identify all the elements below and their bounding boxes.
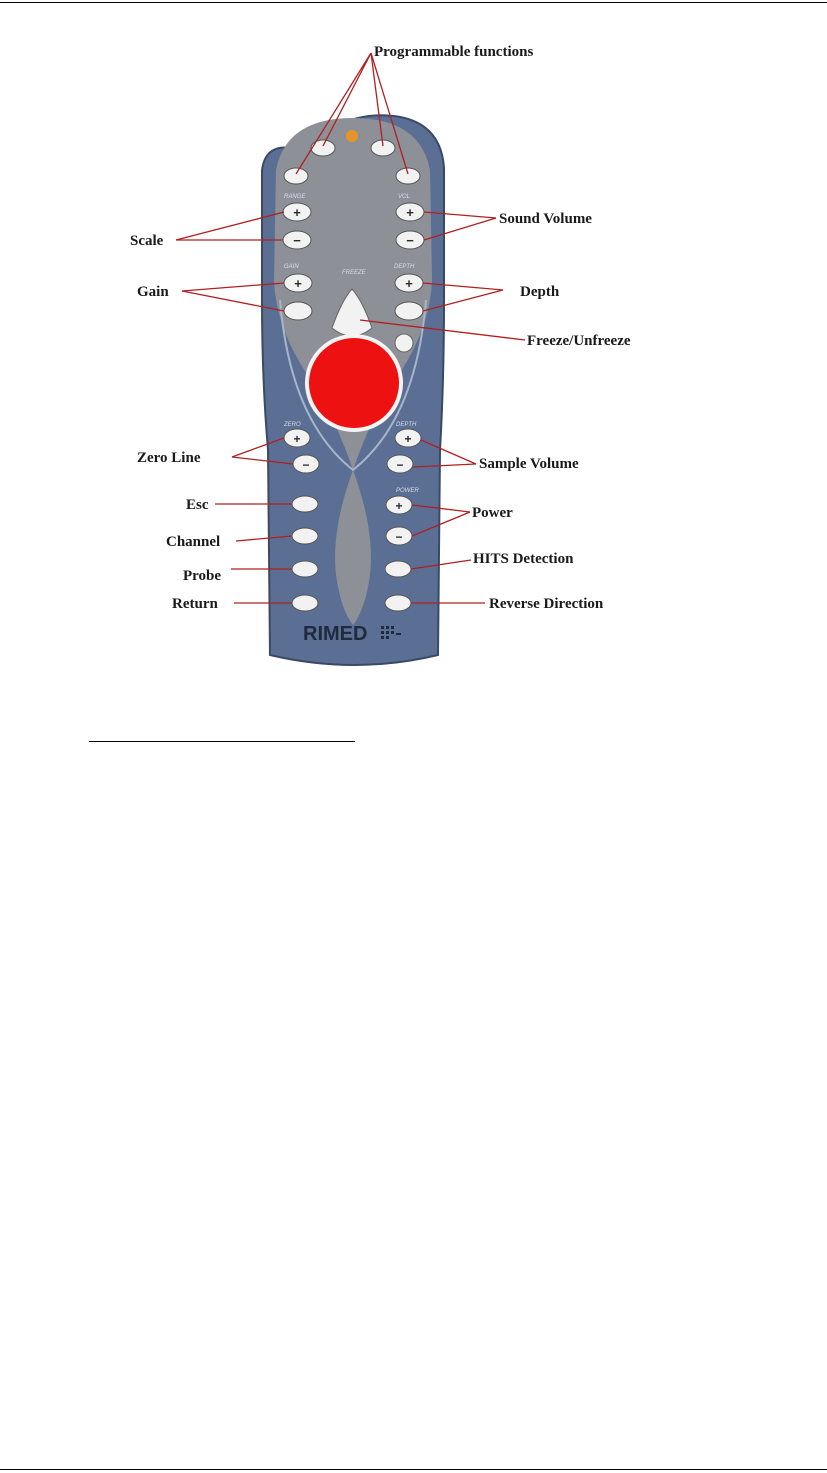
sample-volume-plus-symbol: + — [404, 432, 412, 446]
return-button[interactable] — [292, 595, 318, 611]
aux-round-button[interactable] — [395, 334, 413, 352]
label-power: Power — [472, 505, 513, 521]
sample-volume-minus-symbol: − — [396, 458, 404, 472]
zero-line-plus-symbol: + — [293, 432, 301, 446]
label-freeze-unfreeze: Freeze/Unfreeze — [527, 333, 631, 349]
svg-text:ZERO: ZERO — [284, 422, 301, 428]
channel-button[interactable] — [292, 528, 318, 544]
volume-plus-symbol: + — [406, 205, 414, 220]
brand-logo: RIMED — [303, 623, 368, 645]
power-plus-symbol: + — [395, 499, 403, 513]
label-return: Return — [172, 596, 218, 612]
label-hits-detection: HITS Detection — [473, 551, 574, 567]
label-sound-volume: Sound Volume — [499, 211, 592, 227]
zero-line-minus-symbol: − — [302, 458, 310, 472]
depth-plus-symbol: + — [405, 276, 413, 291]
svg-text:GAIN: GAIN — [284, 264, 299, 270]
power-minus-symbol: − — [395, 530, 403, 544]
trackball[interactable] — [309, 338, 399, 428]
f1-button[interactable] — [311, 140, 335, 156]
probe-button[interactable] — [292, 561, 318, 577]
label-scale: Scale — [130, 233, 164, 249]
indicator-light — [346, 130, 358, 142]
gain-minus-button[interactable] — [284, 302, 312, 320]
label-channel: Channel — [166, 534, 221, 550]
label-gain: Gain — [137, 284, 169, 300]
gain-plus-symbol: + — [294, 276, 302, 291]
label-reverse-direction: Reverse Direction — [489, 596, 604, 612]
label-zero-line: Zero Line — [137, 450, 201, 466]
f3-button[interactable] — [284, 168, 308, 184]
svg-text:RANGE: RANGE — [284, 194, 306, 200]
svg-text:DEPTH: DEPTH — [394, 264, 415, 270]
reverse-button[interactable] — [385, 595, 411, 611]
label-depth: Depth — [520, 284, 560, 300]
label-probe: Probe — [183, 568, 222, 584]
svg-text:POWER: POWER — [396, 488, 419, 494]
svg-text:DEPTH: DEPTH — [396, 422, 417, 428]
depth-minus-button[interactable] — [395, 302, 423, 320]
f4-button[interactable] — [396, 168, 420, 184]
svg-text:FREEZE: FREEZE — [342, 270, 366, 276]
label-sample-volume: Sample Volume — [479, 456, 579, 472]
label-esc: Esc — [186, 497, 209, 513]
volume-minus-symbol: − — [406, 233, 414, 248]
svg-text:VOL: VOL — [398, 194, 411, 200]
hits-button[interactable] — [385, 561, 411, 577]
label-programmable-functions: Programmable functions — [374, 44, 534, 60]
scale-plus-symbol: + — [293, 205, 301, 220]
scale-minus-symbol: − — [293, 233, 301, 248]
esc-button[interactable] — [292, 496, 318, 512]
